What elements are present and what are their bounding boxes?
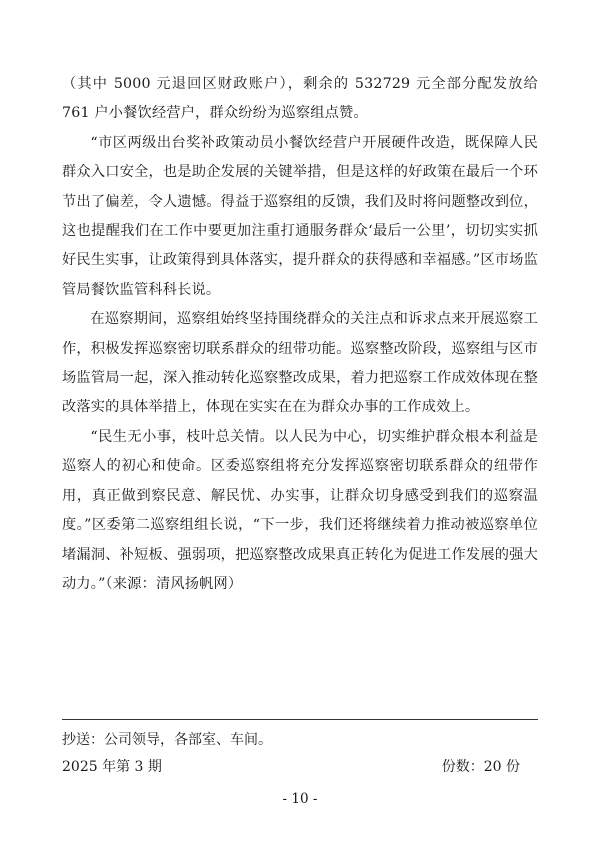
- footer-distribution-line: [62, 727, 538, 754]
- paragraph: （其中 5000 元退回区财政账户），剩余的 532729 元全部分配发放给 761 户小餐饮经营户，群众纷纷为巡察组点赞。: [62, 76, 538, 122]
- paragraph: “民生无小事，枝叶总关情。以人民为中心，切实维护群众根本利益是巡察人的初心和使命。区委巡察组将充分发挥巡察密切联系群众的纽带作用，真正做到察民意、解民忧、办实事，让群众切身感受到我们的巡察温度。”区委第二巡察组组长说，“下一步，我们还将继续着力推动被巡察单位堵漏洞、补短板、强弱项，把巡察整改成果真正转化为促进工作发展的强大动力。”（来源：清风扬帆网）: [62, 428, 538, 592]
- page-number: - 10 -: [282, 791, 318, 807]
- page-footer: [62, 719, 538, 849]
- issue-text: 2025 年第 3 期: [62, 759, 162, 775]
- footer-divider: [62, 719, 538, 720]
- paragraph: 在巡察期间，巡察组始终坚持围绕群众的关注点和诉求点来开展巡察工作，积极发挥巡察密切联系群众的纽带功能。巡察整改阶段，巡察组与区市场监管局一起，深入推动转化巡察整改成果，着力把巡察工作成效体现在整改落实的具体举措上，体现在实实在在为群众办事的工作成效上。: [62, 311, 538, 416]
- footer-issue-line: [62, 754, 538, 781]
- distribution-text: 抄送：公司领导，各部室、车间。: [62, 732, 272, 748]
- document-body: [62, 70, 538, 599]
- copies-text: 份数：20 份: [441, 759, 520, 775]
- paragraph: “市区两级出台奖补政策动员小餐饮经营户开展硬件改造，既保障人民群众入口安全，也是助企发展的关键举措，但是这样的好政策在最后一个环节出了偏差，令人遗憾。得益于巡察组的反馈，我们及时将问题整改到位，这也提醒我们在工作中要更加注重打通服务群众‘最后一公里’，切切实实抓好民生实事，让政策得到具体落实，提升群众的获得感和幸福感。”区市场监管局餐饮监管科科长说。: [62, 134, 538, 298]
